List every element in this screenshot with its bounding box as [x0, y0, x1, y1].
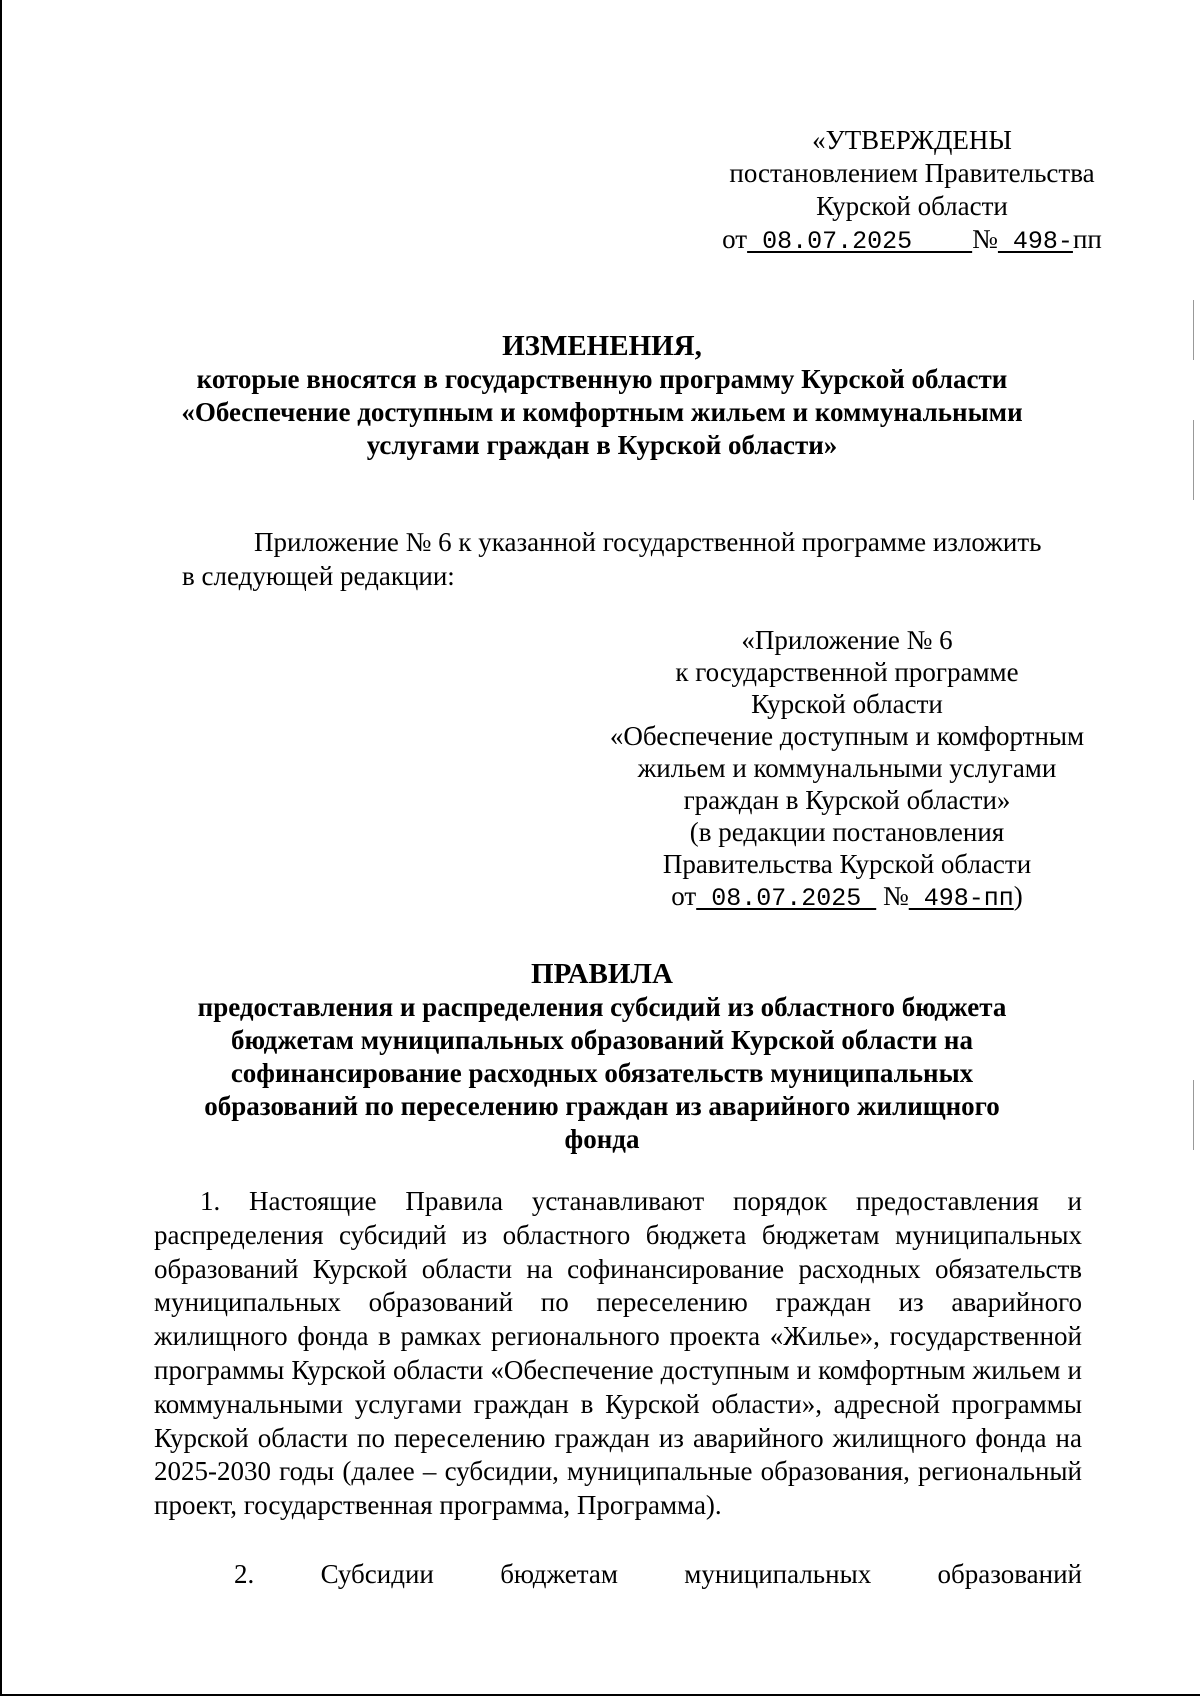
- approval-date-line: [702, 223, 1122, 258]
- approval-date: 08.07.2025: [747, 227, 973, 256]
- paragraph-2: 2. Субсидии бюджетам муниципальных образований: [234, 1559, 1082, 1589]
- changes-title-line1: которые вносятся в государственную программу Курской области: [196, 364, 1008, 394]
- approval-number-prefix: №: [972, 224, 998, 254]
- appendix-date-prefix: от: [671, 881, 697, 911]
- appendix-line4: «Обеспечение доступным и комфортным: [609, 721, 1085, 751]
- approval-line1: «УТВЕРЖДЕНЫ: [812, 125, 1012, 155]
- approval-number-suffix: пп: [1072, 224, 1102, 254]
- intro-line2: в следующей редакции:: [182, 561, 455, 591]
- paragraph-1: 1. Настоящие Правила устанавливают порядок предоставления и распределения субсидий из областного бюджета бюджетам муниципальных образований Курской области на софинансирование расходных обязательств муниципальных образований по переселению граждан из аварийного жилищного фонда в рамках регионального проекта «Жилье», государственной программы Курской области «Обеспечение доступным и комфортным жильем и коммунальными услугами граждан в Курской области», адресной программы Курской области по переселению граждан из аварийного жилищного фонда на 2025-2030 годы (далее – субсидии, муниципальные образования, региональный проект, государственная программа, Программа).: [154, 1186, 1082, 1521]
- appendix-line3: Курской области: [751, 689, 943, 719]
- rules-heading: ПРАВИЛА: [531, 958, 673, 990]
- rules-title: [2, 958, 1200, 1156]
- approval-block: [702, 124, 1122, 258]
- changes-title-line3: услугами граждан в Курской области»: [366, 430, 838, 460]
- approval-date-prefix: от: [722, 224, 748, 254]
- appendix-number: 498-пп: [908, 884, 1014, 913]
- changes-heading: ИЗМЕНЕНИЯ,: [502, 330, 702, 362]
- rules-title-line3: софинансирование расходных обязательств муниципальных: [230, 1058, 974, 1088]
- rules-title-line1: предоставления и распределения субсидий из областного бюджета: [197, 992, 1007, 1022]
- approval-number: 498-: [997, 227, 1073, 256]
- approval-line3: Курской области: [816, 191, 1008, 221]
- appendix-line5: жильем и коммунальными услугами: [637, 753, 1057, 783]
- rules-title-line5: фонда: [564, 1124, 640, 1154]
- appendix-date: 08.07.2025: [696, 884, 877, 913]
- rules-title-line2: бюджетам муниципальных образований Курской области на: [231, 1025, 973, 1055]
- intro-paragraph: [182, 525, 1092, 593]
- rules-title-line4: образований по переселению граждан из аварийного жилищного: [204, 1091, 1000, 1121]
- intro-line1: Приложение № 6 к указанной государственной программе изложить: [254, 527, 1042, 557]
- appendix-line6: граждан в Курской области»: [683, 785, 1011, 815]
- appendix-line8: Правительства Курской области: [662, 849, 1032, 879]
- changes-title-line2: «Обеспечение доступным и комфортным жильем и коммунальными: [181, 397, 1023, 427]
- approval-line2: постановлением Правительства: [729, 158, 1095, 188]
- appendix-number-prefix: №: [882, 881, 909, 911]
- appendix-line2: к государственной программе: [675, 657, 1019, 687]
- changes-title: [2, 330, 1200, 462]
- appendix-close: ): [1013, 881, 1023, 911]
- appendix-block: [587, 624, 1107, 915]
- appendix-line7: (в редакции постановления: [689, 817, 1005, 847]
- appendix-line1: «Приложение № 6: [741, 625, 953, 655]
- appendix-date-line: [587, 880, 1107, 915]
